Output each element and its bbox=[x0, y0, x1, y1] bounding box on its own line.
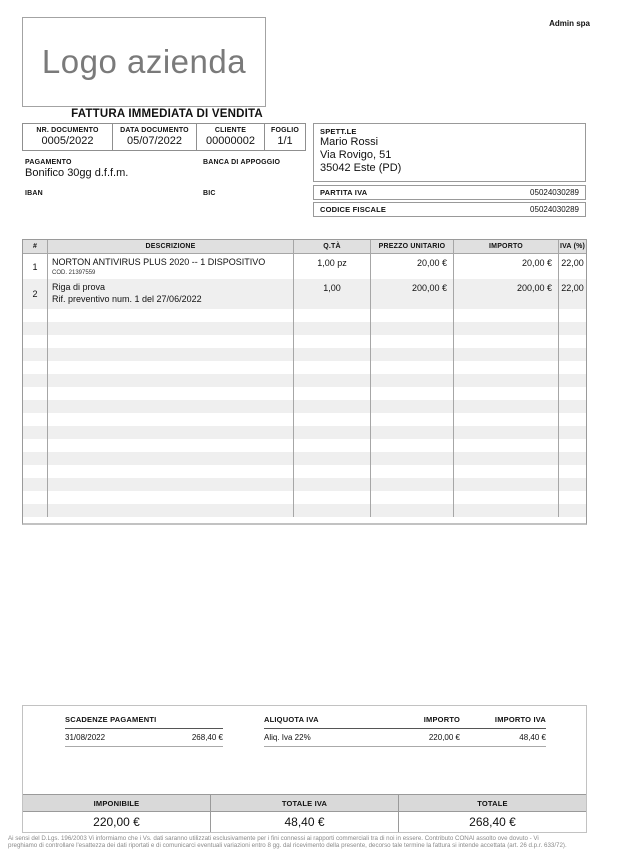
empty-cell bbox=[454, 348, 559, 361]
vat-summary-header-row bbox=[264, 715, 546, 729]
item-description-cell bbox=[48, 254, 294, 279]
item-qty: 1,00 pz bbox=[294, 254, 371, 279]
empty-row bbox=[23, 504, 586, 517]
sheet-cell bbox=[265, 124, 305, 150]
empty-cell bbox=[48, 387, 294, 400]
doc-number-value: 0005/2022 bbox=[41, 135, 94, 147]
empty-cell bbox=[23, 387, 48, 400]
empty-cell bbox=[371, 374, 454, 387]
fiscal-code-row bbox=[313, 202, 586, 217]
vat-summary-table bbox=[264, 715, 546, 747]
item-unit-price: 200,00 € bbox=[371, 279, 454, 309]
empty-cell bbox=[294, 478, 371, 491]
empty-cell bbox=[371, 413, 454, 426]
empty-cell bbox=[294, 374, 371, 387]
empty-cell bbox=[23, 413, 48, 426]
iban-label: IBAN bbox=[25, 190, 43, 197]
payment-schedule-row bbox=[65, 729, 223, 747]
empty-cell bbox=[454, 439, 559, 452]
empty-cell bbox=[371, 387, 454, 400]
customer-code-label: CLIENTE bbox=[214, 127, 247, 134]
customer-box bbox=[313, 123, 586, 182]
empty-cell bbox=[371, 361, 454, 374]
empty-cell bbox=[559, 374, 586, 387]
empty-cell bbox=[48, 309, 294, 322]
empty-row bbox=[23, 413, 586, 426]
empty-cell bbox=[23, 361, 48, 374]
empty-cell bbox=[48, 348, 294, 361]
empty-cell bbox=[294, 465, 371, 478]
sheet-value: 1/1 bbox=[277, 135, 293, 147]
empty-row bbox=[23, 465, 586, 478]
empty-cell bbox=[371, 400, 454, 413]
item-unit-price: 20,00 € bbox=[371, 254, 454, 279]
item-num: 2 bbox=[23, 279, 48, 309]
empty-cell bbox=[454, 478, 559, 491]
doc-date-cell bbox=[113, 124, 197, 150]
doc-number-cell bbox=[23, 124, 113, 150]
company-badge: Admin spa bbox=[549, 19, 590, 28]
empty-row bbox=[23, 439, 586, 452]
vat-base-value: 220,00 € bbox=[428, 733, 460, 742]
payment-due-amount: 268,40 € bbox=[191, 733, 223, 742]
empty-cell bbox=[23, 426, 48, 439]
empty-cell bbox=[294, 361, 371, 374]
customer-address-line1: Via Rovigo, 51 bbox=[320, 149, 392, 161]
empty-cell bbox=[23, 491, 48, 504]
payment-due-date: 31/08/2022 bbox=[65, 733, 106, 742]
vat-number-row bbox=[313, 185, 586, 200]
doc-number-label: NR. DOCUMENTO bbox=[36, 127, 99, 134]
empty-cell bbox=[294, 400, 371, 413]
legal-footer bbox=[8, 835, 611, 849]
empty-cell bbox=[559, 465, 586, 478]
vat-number-value: 05024030289 bbox=[530, 188, 579, 197]
empty-cell bbox=[23, 309, 48, 322]
empty-row bbox=[23, 361, 586, 374]
item-description: NORTON ANTIVIRUS PLUS 2020 -- 1 DISPOSITIVO bbox=[52, 257, 266, 267]
empty-cell bbox=[454, 413, 559, 426]
col-header-vat: IVA (%) bbox=[559, 243, 586, 250]
item-num: 1 bbox=[23, 254, 48, 279]
item-reference: Rif. preventivo num. 1 del 27/06/2022 bbox=[52, 294, 202, 304]
empty-cell bbox=[48, 426, 294, 439]
customer-address-line2: 35042 Este (PD) bbox=[320, 162, 402, 174]
empty-cell bbox=[294, 348, 371, 361]
empty-cell bbox=[48, 335, 294, 348]
fiscal-code-label: CODICE FISCALE bbox=[320, 205, 387, 214]
empty-cell bbox=[454, 400, 559, 413]
item-code: COD. 21397559 bbox=[52, 270, 96, 276]
empty-row bbox=[23, 478, 586, 491]
item-vat: 22,00 bbox=[561, 258, 584, 268]
payment-label: PAGAMENTO bbox=[25, 159, 72, 166]
bank-label: BANCA DI APPOGGIO bbox=[203, 159, 281, 166]
empty-cell bbox=[294, 413, 371, 426]
empty-cell bbox=[559, 426, 586, 439]
document-info-strip bbox=[22, 123, 306, 151]
empty-cell bbox=[559, 335, 586, 348]
empty-cell bbox=[23, 348, 48, 361]
empty-cell bbox=[454, 322, 559, 335]
sheet-label: FOGLIO bbox=[270, 127, 300, 134]
customer-label: SPETT.LE bbox=[320, 127, 357, 136]
empty-cell bbox=[559, 478, 586, 491]
empty-cell bbox=[23, 504, 48, 517]
items-table bbox=[22, 239, 587, 525]
vat-base-header: IMPORTO bbox=[423, 715, 460, 724]
empty-cell bbox=[371, 491, 454, 504]
empty-cell bbox=[559, 491, 586, 504]
empty-cell bbox=[454, 426, 559, 439]
empty-cell bbox=[454, 491, 559, 504]
empty-cell bbox=[294, 426, 371, 439]
vat-summary-row bbox=[264, 729, 546, 747]
items-header-row bbox=[23, 240, 586, 254]
fiscal-code-value: 05024030289 bbox=[530, 205, 579, 214]
vat-amount-header: IMPORTO IVA bbox=[494, 715, 546, 724]
payment-schedule-table bbox=[65, 715, 223, 747]
col-header-qty: Q.TÀ bbox=[294, 240, 371, 253]
empty-cell bbox=[48, 374, 294, 387]
empty-cell bbox=[294, 439, 371, 452]
empty-cell bbox=[454, 504, 559, 517]
empty-cell bbox=[454, 465, 559, 478]
empty-cell bbox=[454, 335, 559, 348]
empty-cell bbox=[48, 439, 294, 452]
item-description: Riga di prova bbox=[52, 282, 106, 292]
col-header-unit-price: PREZZO UNITARIO bbox=[371, 240, 454, 253]
item-amount: 20,00 € bbox=[454, 254, 559, 279]
vat-number-label: PARTITA IVA bbox=[320, 188, 368, 197]
empty-cell bbox=[454, 361, 559, 374]
empty-cell bbox=[48, 504, 294, 517]
items-empty-rows bbox=[23, 309, 586, 517]
empty-cell bbox=[294, 491, 371, 504]
bic-label: BIC bbox=[203, 190, 216, 197]
empty-cell bbox=[454, 309, 559, 322]
empty-cell bbox=[48, 465, 294, 478]
empty-row bbox=[23, 491, 586, 504]
empty-cell bbox=[559, 400, 586, 413]
empty-cell bbox=[48, 400, 294, 413]
total-vat-header: TOTALE IVA bbox=[211, 795, 399, 811]
empty-cell bbox=[559, 504, 586, 517]
summary-box bbox=[22, 705, 587, 833]
empty-row bbox=[23, 387, 586, 400]
empty-cell bbox=[23, 374, 48, 387]
item-vat: 22,00 bbox=[561, 283, 584, 293]
empty-cell bbox=[454, 452, 559, 465]
empty-cell bbox=[48, 413, 294, 426]
grand-total-value: 268,40 € bbox=[469, 815, 516, 829]
empty-cell bbox=[559, 348, 586, 361]
empty-cell bbox=[559, 439, 586, 452]
empty-cell bbox=[371, 309, 454, 322]
empty-cell bbox=[371, 478, 454, 491]
empty-row bbox=[23, 452, 586, 465]
empty-cell bbox=[559, 309, 586, 322]
totals-table bbox=[23, 794, 586, 832]
empty-cell bbox=[23, 465, 48, 478]
empty-cell bbox=[294, 322, 371, 335]
item-amount: 200,00 € bbox=[454, 279, 559, 309]
company-logo-text: Logo azienda bbox=[41, 43, 247, 80]
taxable-value: 220,00 € bbox=[23, 812, 211, 832]
table-row bbox=[23, 254, 586, 279]
page-title: FATTURA IMMEDIATA DI VENDITA bbox=[71, 108, 263, 120]
col-header-amount: IMPORTO bbox=[454, 240, 559, 253]
empty-cell bbox=[23, 335, 48, 348]
legal-footer-line1: Ai sensi del D.Lgs. 196/2003 Vi informiamo che i Vs. dati saranno utilizzati esclusivamente per i fini connessi ai rapporti commerciali tra di noi in essere. Contributo CONAI assolto ove dovuto - Vi bbox=[8, 835, 539, 842]
empty-cell bbox=[294, 309, 371, 322]
empty-cell bbox=[48, 478, 294, 491]
payment-value: Bonifico 30gg d.f.f.m. bbox=[25, 167, 129, 179]
col-header-description: DESCRIZIONE bbox=[48, 240, 294, 253]
empty-cell bbox=[294, 504, 371, 517]
empty-cell bbox=[23, 478, 48, 491]
empty-row bbox=[23, 309, 586, 322]
grand-total-header: TOTALE bbox=[477, 798, 508, 808]
empty-cell bbox=[559, 452, 586, 465]
empty-row bbox=[23, 374, 586, 387]
empty-row bbox=[23, 400, 586, 413]
doc-date-label: DATA DOCUMENTO bbox=[120, 127, 189, 134]
empty-cell bbox=[559, 387, 586, 400]
empty-cell bbox=[294, 335, 371, 348]
customer-code-cell bbox=[197, 124, 265, 150]
taxable-header: IMPONIBILE bbox=[23, 795, 211, 811]
empty-cell bbox=[294, 387, 371, 400]
empty-cell bbox=[559, 322, 586, 335]
empty-row bbox=[23, 426, 586, 439]
empty-cell bbox=[371, 335, 454, 348]
empty-cell bbox=[371, 452, 454, 465]
item-qty: 1,00 bbox=[294, 279, 371, 309]
payment-schedule-title: SCADENZE PAGAMENTI bbox=[65, 715, 223, 729]
table-row bbox=[23, 279, 586, 309]
empty-cell bbox=[23, 400, 48, 413]
doc-date-value: 05/07/2022 bbox=[126, 135, 183, 147]
empty-cell bbox=[454, 387, 559, 400]
legal-footer-line2: preghiamo di controllare l'esattezza dei dati riportati e di comunicarci eventuali variazioni entro 8 gg. dal ricevimento della presente, decorso tale termine la fattura si intende accettata (art. 26 d.p.r. 633/72). bbox=[8, 842, 567, 849]
vat-rate-value: Aliq. Iva 22% bbox=[264, 733, 311, 742]
empty-cell bbox=[23, 452, 48, 465]
empty-cell bbox=[48, 491, 294, 504]
empty-row bbox=[23, 335, 586, 348]
empty-cell bbox=[371, 322, 454, 335]
empty-cell bbox=[48, 361, 294, 374]
vat-amount-value: 48,40 € bbox=[519, 733, 546, 742]
customer-name: Mario Rossi bbox=[320, 136, 379, 148]
empty-cell bbox=[559, 361, 586, 374]
totals-values-row bbox=[23, 812, 586, 832]
empty-cell bbox=[371, 426, 454, 439]
total-vat-value: 48,40 € bbox=[211, 812, 399, 832]
empty-cell bbox=[23, 322, 48, 335]
items-filler-row bbox=[23, 517, 586, 523]
vat-rate-header: ALIQUOTA IVA bbox=[264, 715, 319, 724]
empty-cell bbox=[371, 504, 454, 517]
totals-header-row bbox=[23, 795, 586, 812]
col-header-num: # bbox=[23, 240, 48, 253]
empty-cell bbox=[371, 465, 454, 478]
customer-code-value: 00000002 bbox=[206, 135, 255, 147]
empty-cell bbox=[559, 413, 586, 426]
empty-cell bbox=[23, 439, 48, 452]
empty-cell bbox=[294, 452, 371, 465]
empty-row bbox=[23, 322, 586, 335]
empty-cell bbox=[48, 452, 294, 465]
empty-cell bbox=[454, 374, 559, 387]
empty-cell bbox=[48, 322, 294, 335]
item-description-cell bbox=[48, 279, 294, 309]
empty-row bbox=[23, 348, 586, 361]
empty-cell bbox=[371, 348, 454, 361]
company-logo bbox=[22, 17, 266, 107]
empty-cell bbox=[371, 439, 454, 452]
